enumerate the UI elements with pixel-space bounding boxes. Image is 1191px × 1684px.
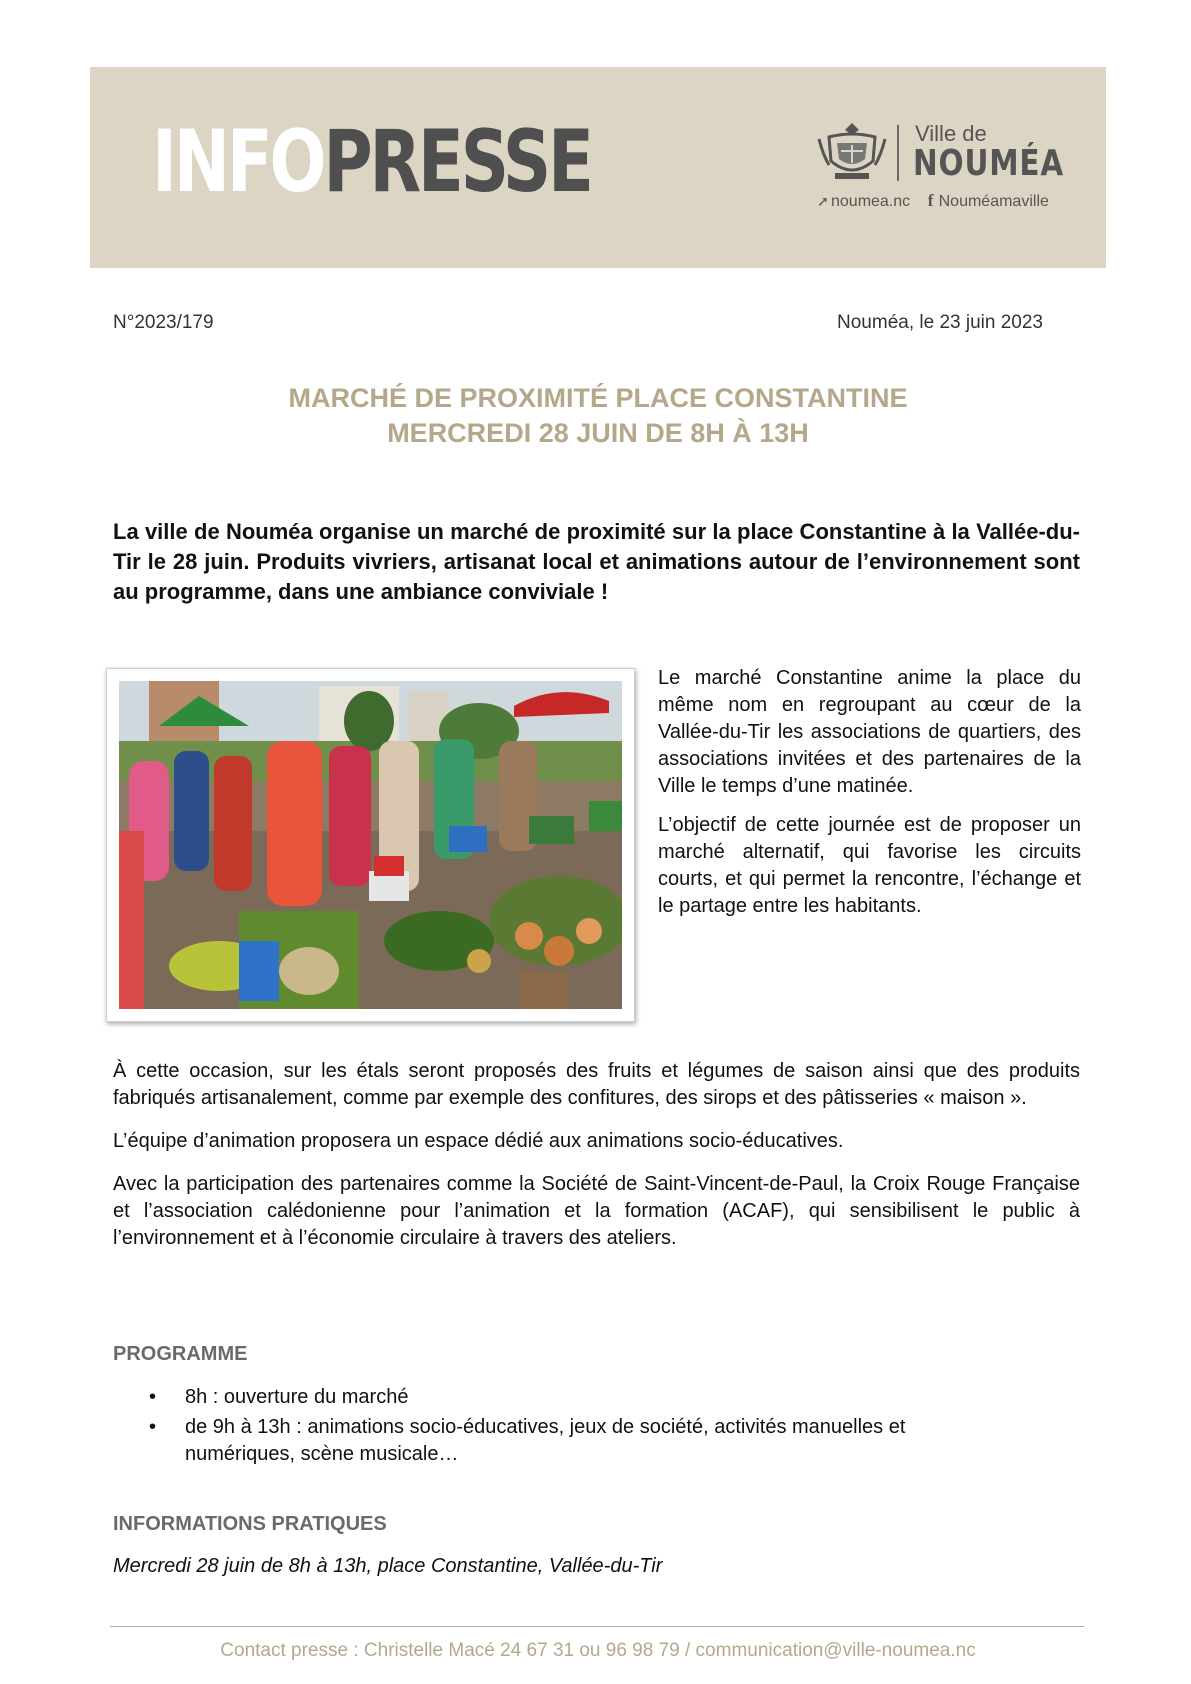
bullet-icon: •: [149, 1416, 157, 1438]
header-banner: [90, 67, 1106, 268]
list-item: [113, 1414, 1013, 1468]
website-arrow-icon: ➚: [817, 193, 829, 209]
programme-item-text: 8h : ouverture du marché: [185, 1386, 409, 1408]
practical-info-line: Mercredi 28 juin de 8h à 13h, place Constantine, Vallée-du-Tir: [113, 1555, 663, 1577]
brand-info: INFO: [152, 112, 324, 212]
facebook-link[interactable]: Nouméamaville: [938, 193, 1049, 210]
body-paragraph-1: À cette occasion, sur les étals seront proposés des fruits et légumes de saison ainsi que des produits fabriqués artisanalement, comme par exemple des confitures, des sirops et des pâtisseries « maison ».: [113, 1060, 1080, 1109]
brand-presse: PRESSE: [323, 112, 591, 212]
side-paragraph-1: Le marché Constantine anime la place du même nom en regroupant au cœur de la Vallée-du-Tir les associations de quartiers, des associations invitées et des partenaires de la Ville le temps d’une matinée.: [658, 667, 1081, 797]
facebook-icon: f: [927, 191, 934, 210]
practical-info-heading: INFORMATIONS PRATIQUES: [113, 1513, 387, 1535]
page-title: [90, 381, 1106, 451]
title-line-2: MERCREDI 28 JUIN DE 8H À 13H: [387, 418, 809, 448]
place-and-date: Nouméa, le 23 juin 2023: [837, 312, 1043, 333]
website-link[interactable]: noumea.nc: [831, 193, 911, 210]
market-photo-image: [119, 681, 622, 1009]
city-crest-icon: [815, 121, 889, 183]
logo-noumea: NOUMÉA: [913, 143, 1065, 184]
lead-paragraph: La ville de Nouméa organise un marché de proximité sur la place Constantine à la Vallée-du-Tir le 28 juin. Produits vivriers, artisanat local et animations autour de l’environnement sont au programme, dans une ambiance conviviale !: [113, 519, 1080, 604]
logo-separator: [897, 125, 899, 181]
side-text-column: [658, 665, 1081, 932]
bullet-icon: •: [149, 1386, 157, 1408]
press-release-number: N°2023/179: [113, 312, 214, 333]
info-presse-logo: [152, 112, 591, 212]
body-paragraph-2: L’équipe d’animation proposera un espace dédié aux animations socio-éducatives.: [113, 1130, 844, 1152]
logo-ville-de: Ville de: [915, 121, 987, 146]
programme-list: [113, 1384, 1013, 1471]
market-photo: [106, 668, 635, 1022]
programme-item-text: de 9h à 13h : animations socio-éducatives, jeux de société, activités manuelles et numériques, scène musicale…: [185, 1416, 906, 1465]
logo-social-links: [815, 191, 1049, 211]
list-item: [113, 1384, 1013, 1411]
body-text: [113, 1058, 1080, 1268]
side-paragraph-2: L’objectif de cette journée est de proposer un marché alternatif, qui favorise les circuits courts, et qui permet la rencontre, l’échange et le partage entre les habitants.: [658, 814, 1081, 917]
body-paragraph-3: Avec la participation des partenaires comme la Société de Saint-Vincent-de-Paul, la Croix Rouge Française et l’association calédonienne pour l’animation et la formation (ACAF), qui sensibilisent le public à l’environnement et à l’économie circulaire à travers des ateliers.: [113, 1173, 1080, 1249]
footer-divider: [110, 1626, 1084, 1627]
press-contact-footer: Contact presse : Christelle Macé 24 67 31 ou 96 98 79 / communication@ville-noumea.nc: [220, 1640, 976, 1661]
programme-heading: PROGRAMME: [113, 1343, 248, 1365]
title-line-1: MARCHÉ DE PROXIMITÉ PLACE CONSTANTINE: [288, 383, 908, 413]
ville-de-noumea-logo: [815, 119, 1065, 219]
